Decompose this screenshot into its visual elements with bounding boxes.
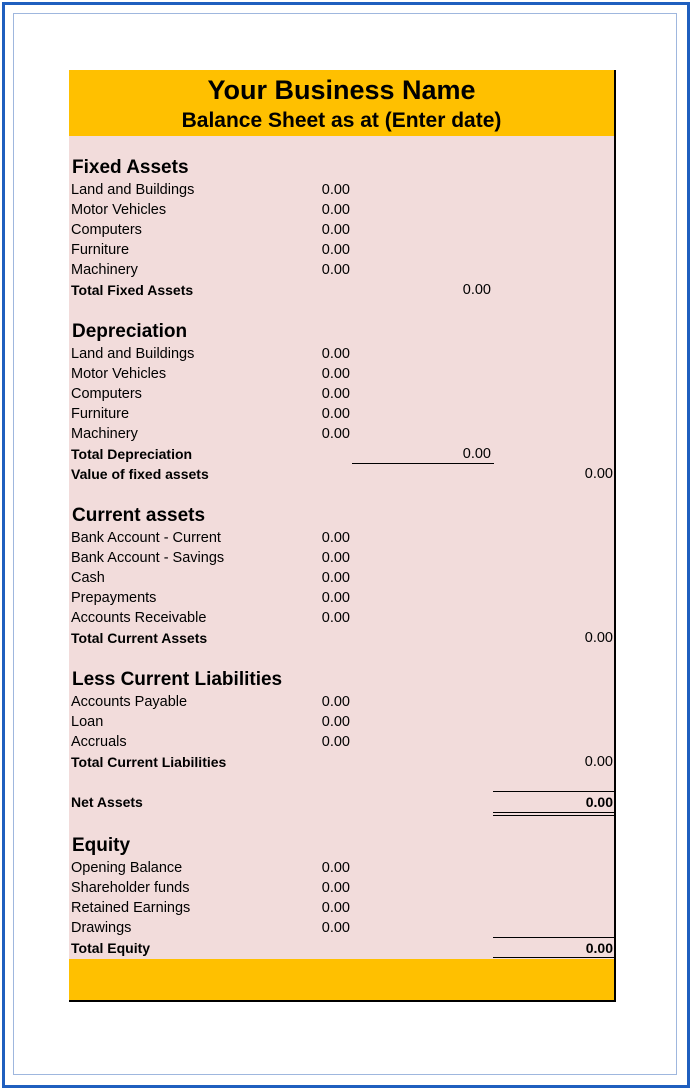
table-row (69, 608, 614, 628)
net-assets-value[interactable]: 0.00 (585, 794, 613, 810)
row-value[interactable]: 0.00 (321, 880, 350, 896)
row-label[interactable]: Machinery (71, 262, 138, 278)
row-value[interactable]: 0.00 (321, 694, 350, 710)
row-value[interactable]: 0.00 (321, 714, 350, 730)
table-row (69, 732, 614, 752)
table-row (69, 240, 614, 260)
heading-current-assets[interactable]: Current assets (72, 505, 206, 526)
row-value[interactable]: 0.00 (321, 550, 350, 566)
heading-fixed-assets[interactable]: Fixed Assets (72, 157, 189, 178)
row-value[interactable]: 0.00 (321, 860, 350, 876)
value-of-fixed-assets-row (69, 464, 614, 484)
balance-sheet (69, 70, 616, 1002)
row-label[interactable]: Computers (71, 386, 142, 402)
row-label[interactable]: Bank Account - Savings (71, 550, 225, 566)
table-row (69, 424, 614, 444)
total-row-current-assets (69, 628, 614, 648)
row-value[interactable]: 0.00 (321, 222, 350, 238)
table-row (69, 918, 614, 938)
heading-depreciation[interactable]: Depreciation (72, 321, 188, 342)
row-label[interactable]: Accruals (71, 734, 127, 750)
table-row (69, 180, 614, 200)
table-row (69, 404, 614, 424)
row-value[interactable]: 0.00 (321, 734, 350, 750)
row-label[interactable]: Land and Buildings (71, 346, 195, 362)
row-label[interactable]: Machinery (71, 426, 138, 442)
row-value[interactable]: 0.00 (321, 202, 350, 218)
net-assets-double-underline-2 (493, 815, 614, 816)
section-heading-equity (69, 835, 614, 858)
row-value[interactable]: 0.00 (321, 346, 350, 362)
heading-current-liabilities[interactable]: Less Current Liabilities (72, 669, 283, 690)
row-label[interactable]: Accounts Receivable (71, 610, 207, 626)
row-label[interactable]: Accounts Payable (71, 694, 188, 710)
value-label[interactable]: Value of fixed assets (71, 466, 209, 482)
section-heading-depreciation (69, 321, 614, 344)
row-label[interactable]: Prepayments (71, 590, 157, 606)
row-value[interactable]: 0.00 (321, 182, 350, 198)
sheet-subtitle[interactable]: Balance Sheet as at (Enter date) (181, 109, 502, 132)
table-row (69, 364, 614, 384)
total-value[interactable]: 0.00 (462, 282, 491, 298)
net-assets-label[interactable]: Net Assets (71, 794, 143, 810)
table-row (69, 858, 614, 878)
total-label[interactable]: Total Current Assets (71, 630, 208, 646)
total-label[interactable]: Total Fixed Assets (71, 282, 194, 298)
row-value[interactable]: 0.00 (321, 570, 350, 586)
table-row (69, 568, 614, 588)
total-row-depreciation (69, 444, 614, 464)
row-value[interactable]: 0.00 (321, 386, 350, 402)
row-label[interactable]: Land and Buildings (71, 182, 195, 198)
total-row-current-liabilities (69, 752, 614, 772)
table-row (69, 384, 614, 404)
table-row (69, 548, 614, 568)
table-row (69, 528, 614, 548)
table-row (69, 344, 614, 364)
section-heading-fixed-assets (69, 157, 614, 180)
row-value[interactable]: 0.00 (321, 242, 350, 258)
section-heading-current-liabilities (69, 669, 614, 692)
total-equity-double-underline (493, 957, 614, 958)
sheet-header (69, 70, 614, 136)
total-value[interactable]: 0.00 (584, 630, 613, 646)
total-value[interactable]: 0.00 (584, 754, 613, 770)
row-label[interactable]: Drawings (71, 920, 132, 936)
net-assets-row (69, 792, 614, 812)
row-label[interactable]: Furniture (71, 406, 130, 422)
table-row (69, 588, 614, 608)
row-label[interactable]: Bank Account - Current (71, 530, 221, 546)
row-label[interactable]: Loan (71, 714, 104, 730)
table-row (69, 220, 614, 240)
table-row (69, 692, 614, 712)
table-row (69, 898, 614, 918)
row-value[interactable]: 0.00 (321, 262, 350, 278)
net-assets-double-underline-1 (493, 812, 614, 813)
table-row (69, 260, 614, 280)
row-value[interactable]: 0.00 (321, 610, 350, 626)
row-label[interactable]: Cash (71, 570, 105, 586)
table-row (69, 712, 614, 732)
row-label[interactable]: Opening Balance (71, 860, 183, 876)
row-value[interactable]: 0.00 (321, 406, 350, 422)
row-value[interactable]: 0.00 (321, 530, 350, 546)
row-value[interactable]: 0.00 (321, 900, 350, 916)
total-value[interactable]: 0.00 (585, 940, 613, 956)
total-row-fixed-assets (69, 280, 614, 300)
total-label[interactable]: Total Current Liabilities (71, 754, 227, 770)
total-label[interactable]: Total Depreciation (71, 446, 193, 462)
row-value[interactable]: 0.00 (321, 426, 350, 442)
row-label[interactable]: Motor Vehicles (71, 366, 167, 382)
total-row-equity (69, 938, 614, 958)
business-name[interactable]: Your Business Name (207, 75, 476, 105)
row-value[interactable]: 0.00 (321, 590, 350, 606)
row-label[interactable]: Motor Vehicles (71, 202, 167, 218)
table-row (69, 200, 614, 220)
row-value[interactable]: 0.00 (321, 920, 350, 936)
row-value[interactable]: 0.00 (321, 366, 350, 382)
row-label[interactable]: Shareholder funds (71, 880, 190, 896)
sheet-footer (69, 959, 614, 1000)
table-row (69, 878, 614, 898)
row-label[interactable]: Retained Earnings (71, 900, 191, 916)
section-heading-current-assets (69, 505, 614, 528)
heading-equity[interactable]: Equity (72, 835, 131, 856)
row-label[interactable]: Computers (71, 222, 142, 238)
row-label[interactable]: Furniture (71, 242, 130, 258)
total-value[interactable]: 0.00 (462, 446, 491, 462)
value-amount[interactable]: 0.00 (584, 466, 613, 482)
total-label[interactable]: Total Equity (71, 940, 151, 956)
